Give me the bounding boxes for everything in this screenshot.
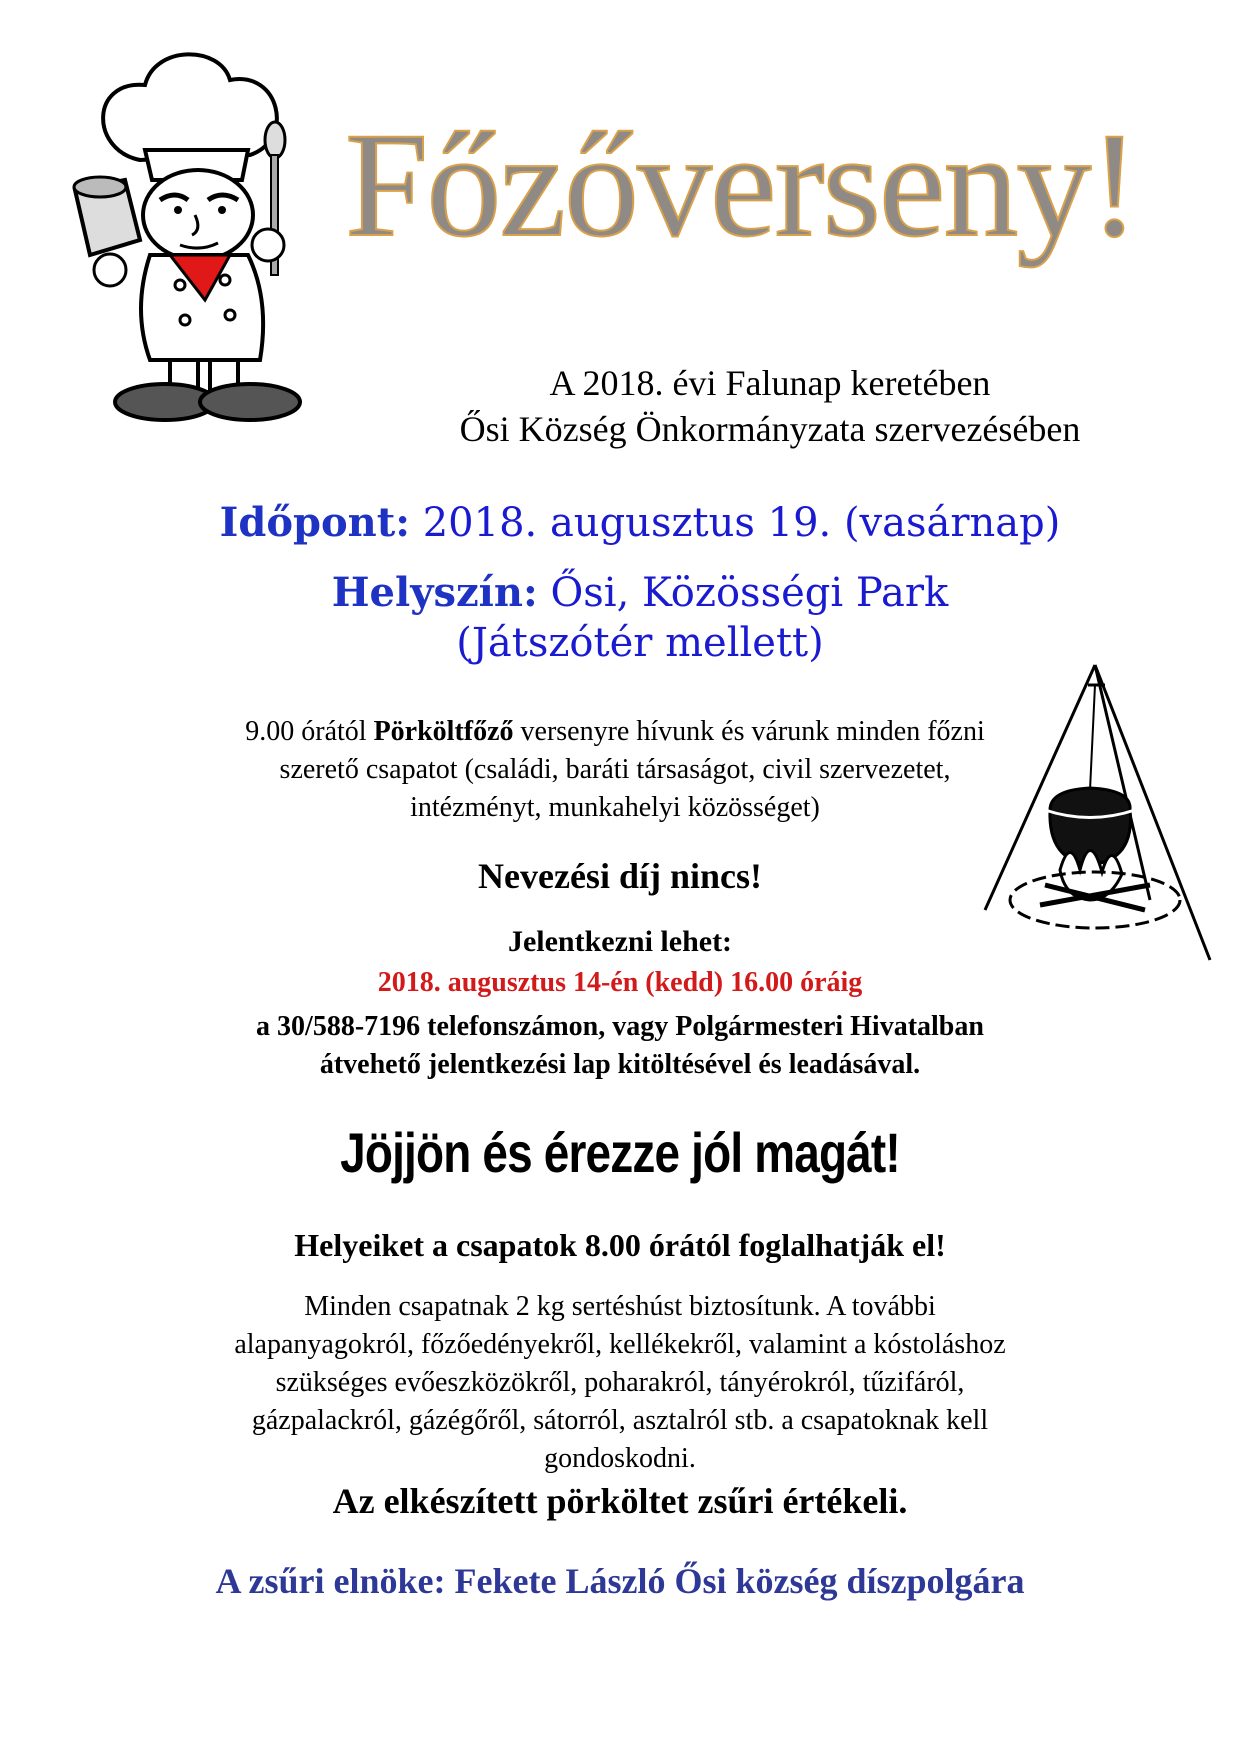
desc-highlight: Pörköltfőző xyxy=(373,716,514,747)
place-value: Ősi, Közösségi Park xyxy=(550,570,949,616)
desc-prefix: 9.00 órától xyxy=(245,716,374,747)
intro-line-2: Ősi Község Önkormányzata szervezésében xyxy=(459,409,1081,449)
poster-title: Főzőverseny! xyxy=(345,102,1138,268)
jury-chair: A zsűri elnöke: Fekete László Ősi község díszpolgára xyxy=(215,1561,1025,1601)
intro-block xyxy=(380,360,1160,452)
supplies-line-1: Minden csapatnak 2 kg sertéshúst biztosítunk. A további xyxy=(304,1291,936,1322)
apply-instructions xyxy=(120,1008,1120,1084)
date-value: 2018. augusztus 19. (vasárnap) xyxy=(422,500,1061,546)
desc-line-3: intézményt, munkahelyi közösséget) xyxy=(410,792,820,823)
event-date xyxy=(100,498,1180,548)
date-label: Időpont: xyxy=(219,499,411,546)
intro-line-1: A 2018. évi Falunap keretében xyxy=(549,363,991,403)
chef-illustration xyxy=(70,40,330,430)
jury-evaluation: Az elkészített pörköltet zsűri értékeli. xyxy=(332,1481,908,1521)
places-note: Helyeiket a csapatok 8.00 órától foglalhatják el! xyxy=(294,1227,946,1263)
slogan: Jöjjön és érezze jól magát! xyxy=(340,1121,900,1184)
description xyxy=(140,713,1090,827)
apply-deadline: 2018. augusztus 14-én (kedd) 16.00 óráig xyxy=(377,967,863,998)
supplies-note xyxy=(150,1288,1090,1478)
desc-line-2: szerető csapatot (családi, baráti társaságot, civil szervezetet, xyxy=(279,754,951,785)
event-place xyxy=(100,568,1180,668)
place-label: Helyszín: xyxy=(331,569,538,616)
supplies-line-5: gondoskodni. xyxy=(544,1443,696,1474)
no-fee-note: Nevezési díj nincs! xyxy=(478,856,762,896)
apply-line-1: a 30/588-7196 telefonszámon, vagy Polgármesteri Hivatalban xyxy=(256,1011,984,1042)
supplies-line-2: alapanyagokról, főzőedényekről, kellékekről, valamint a kóstoláshoz xyxy=(234,1329,1006,1360)
supplies-line-4: gázpalackról, gázégőről, sátorról, asztalról stb. a csapatoknak kell xyxy=(251,1405,989,1436)
apply-line-2: átvehető jelentkezési lap kitöltésével és leadásával. xyxy=(319,1049,921,1080)
place-note: (Játszótér mellett) xyxy=(456,620,824,666)
apply-heading: Jelentkezni lehet: xyxy=(507,925,733,958)
desc-line1-rest: versenyre hívunk és várunk minden főzni xyxy=(513,716,985,747)
supplies-line-3: szükséges evőeszközökről, poharakról, tányérokról, tűzifáról, xyxy=(275,1367,965,1398)
